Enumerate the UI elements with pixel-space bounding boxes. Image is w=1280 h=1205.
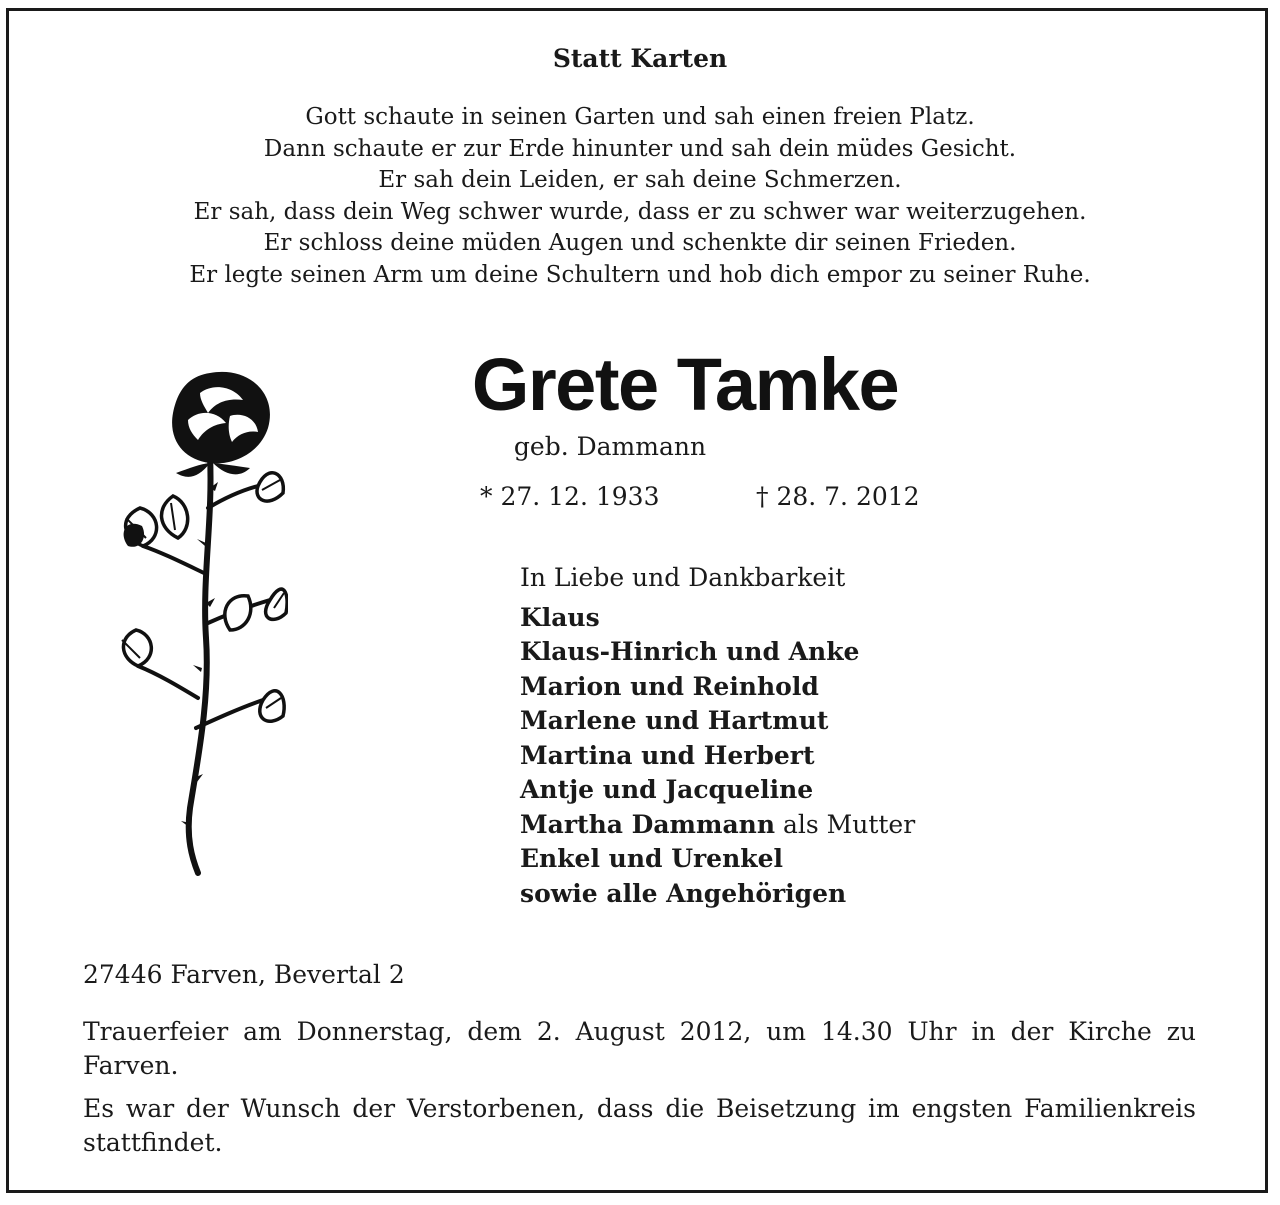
deceased-name: Grete Tamke xyxy=(471,343,899,426)
address: 27446 Farven, Bevertal 2 xyxy=(83,960,405,989)
poem-line: Er sah dein Leiden, er sah deine Schmerzen. xyxy=(378,167,902,193)
mourners-list xyxy=(520,561,915,911)
mourner-name: sowie alle Angehörigen xyxy=(520,878,847,908)
poem-line: Er legte seinen Arm um deine Schultern und hob dich empor zu seiner Ruhe. xyxy=(189,261,1091,288)
poem-line: Er schloss deine müden Augen und schenkte dir seinen Frieden. xyxy=(263,230,1017,256)
mourner-name: Enkel und Urenkel xyxy=(520,844,783,873)
funeral-info: Trauerfeier am Donnerstag, dem 2. August 2012, um 14.30 Uhr in der Kirche zu Farven. xyxy=(83,1017,1196,1080)
mourner-name: Klaus xyxy=(520,602,600,632)
mourner-name: Antje und Jacqueline xyxy=(520,775,814,804)
burial-note: Es war der Wunsch der Verstorbenen, dass die Beisetzung im engsten Familienkreis stattfindet. xyxy=(83,1094,1196,1157)
mourner-name: Marion und Reinhold xyxy=(520,671,819,701)
mother-suffix: als Mutter xyxy=(775,809,916,839)
poem-line: Gott schaute in seinen Garten und sah einen freien Platz. xyxy=(305,104,975,130)
mourner-name: Klaus-Hinrich und Anke xyxy=(520,637,860,666)
mourners-intro: In Liebe und Dankbarkeit xyxy=(520,563,846,592)
mourner-name: Martina und Herbert xyxy=(520,740,815,770)
poem-line: Er sah, dass dein Weg schwer wurde, dass er zu schwer war weiterzugehen. xyxy=(193,198,1087,225)
rose-icon xyxy=(118,368,288,883)
header-title: Statt Karten xyxy=(552,44,728,73)
mourner-name: Marlene und Hartmut xyxy=(520,706,829,735)
birth-date: * 27. 12. 1933 xyxy=(480,482,660,511)
poem xyxy=(0,102,1280,291)
maiden-name: geb. Dammann xyxy=(513,432,707,461)
mourner-name: Martha Dammann xyxy=(520,809,776,839)
mourner-row-mother xyxy=(520,808,915,843)
death-date: † 28. 7. 2012 xyxy=(756,482,920,511)
poem-line: Dann schaute er zur Erde hinunter und sah dein müdes Gesicht. xyxy=(263,135,1017,162)
